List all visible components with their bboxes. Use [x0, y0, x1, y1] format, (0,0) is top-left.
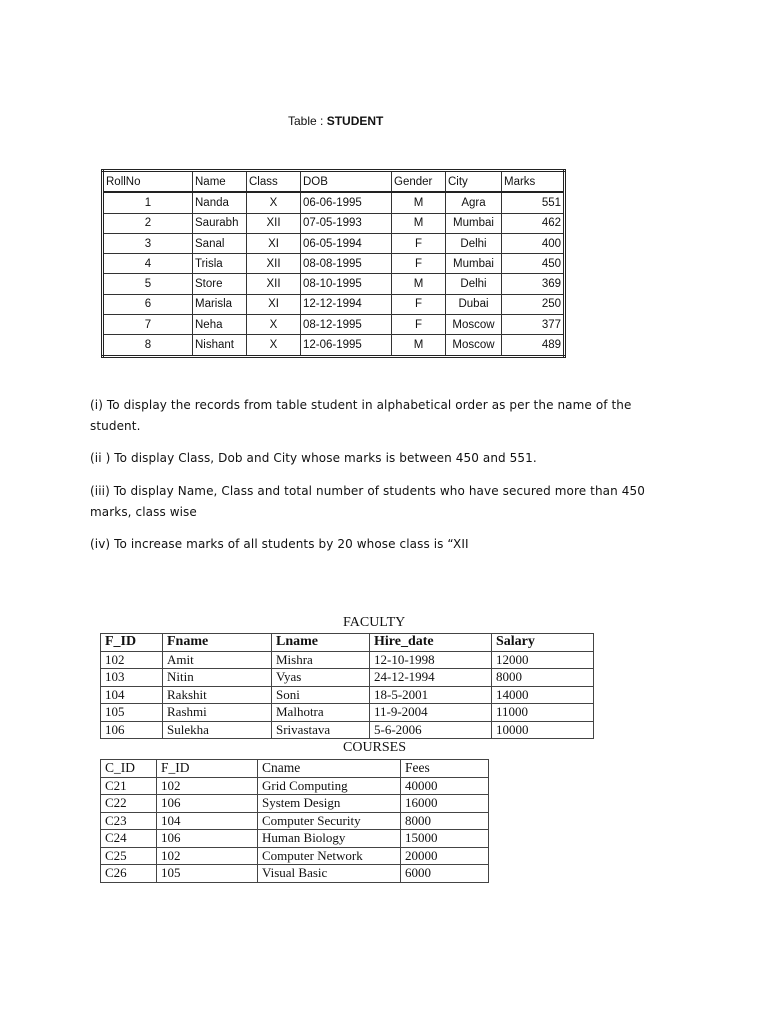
- table-row: [103, 315, 565, 335]
- cid-cell: C21: [101, 777, 157, 795]
- fid-cell: 102: [157, 847, 258, 865]
- salary-cell: 11000: [492, 704, 594, 722]
- class-cell: X: [247, 192, 301, 213]
- class-cell: XII: [247, 213, 301, 233]
- faculty-header-fname: Fname: [163, 634, 272, 652]
- fees-cell: 16000: [401, 795, 489, 813]
- dob-cell: 12-06-1995: [301, 335, 392, 356]
- fid-cell: 106: [101, 721, 163, 739]
- rollno-cell: 2: [103, 213, 193, 233]
- table-row: [101, 686, 594, 704]
- marks-cell: 377: [502, 315, 565, 335]
- name-cell: Store: [193, 274, 247, 294]
- fid-cell: 102: [101, 651, 163, 669]
- courses-header-cname: Cname: [258, 760, 401, 778]
- rollno-cell: 7: [103, 315, 193, 335]
- rollno-cell: 1: [103, 192, 193, 213]
- name-cell: Marisla: [193, 294, 247, 314]
- dob-cell: 12-12-1994: [301, 294, 392, 314]
- fname-cell: Rashmi: [163, 704, 272, 722]
- lname-cell: Vyas: [272, 669, 370, 687]
- student-header-gender: Gender: [392, 171, 446, 193]
- table-row: [101, 830, 489, 848]
- student-header-name: Name: [193, 171, 247, 193]
- gender-cell: M: [392, 192, 446, 213]
- table-row: [103, 233, 565, 253]
- rollno-cell: 3: [103, 233, 193, 253]
- hire-date-cell: 18-5-2001: [370, 686, 492, 704]
- student-header-city: City: [446, 171, 502, 193]
- fid-cell: 104: [101, 686, 163, 704]
- fees-cell: 15000: [401, 830, 489, 848]
- marks-cell: 462: [502, 213, 565, 233]
- table-row: [101, 812, 489, 830]
- fees-cell: 20000: [401, 847, 489, 865]
- cname-cell: Grid Computing: [258, 777, 401, 795]
- cid-cell: C24: [101, 830, 157, 848]
- gender-cell: F: [392, 294, 446, 314]
- name-cell: Saurabh: [193, 213, 247, 233]
- faculty-title: FACULTY: [343, 615, 406, 630]
- city-cell: Agra: [446, 192, 502, 213]
- class-cell: XII: [247, 254, 301, 274]
- lname-cell: Mishra: [272, 651, 370, 669]
- student-title-prefix: Table :: [288, 114, 327, 128]
- courses-title: COURSES: [343, 740, 407, 755]
- city-cell: Moscow: [446, 315, 502, 335]
- fname-cell: Nitin: [163, 669, 272, 687]
- dob-cell: 08-12-1995: [301, 315, 392, 335]
- gender-cell: M: [392, 335, 446, 356]
- name-cell: Trisla: [193, 254, 247, 274]
- marks-cell: 450: [502, 254, 565, 274]
- table-row: [101, 721, 594, 739]
- table-row: [103, 213, 565, 233]
- faculty-header-fid: F_ID: [101, 634, 163, 652]
- fname-cell: Sulekha: [163, 721, 272, 739]
- lname-cell: Malhotra: [272, 704, 370, 722]
- faculty-header-hire-date: Hire_date: [370, 634, 492, 652]
- name-cell: Nishant: [193, 335, 247, 356]
- hire-date-cell: 11-9-2004: [370, 704, 492, 722]
- rollno-cell: 6: [103, 294, 193, 314]
- dob-cell: 06-06-1995: [301, 192, 392, 213]
- fees-cell: 40000: [401, 777, 489, 795]
- gender-cell: F: [392, 233, 446, 253]
- table-row: [103, 294, 565, 314]
- table-row: [101, 669, 594, 687]
- marks-cell: 369: [502, 274, 565, 294]
- rollno-cell: 8: [103, 335, 193, 356]
- table-row: [101, 777, 489, 795]
- student-header-dob: DOB: [301, 171, 392, 193]
- dob-cell: 07-05-1993: [301, 213, 392, 233]
- city-cell: Dubai: [446, 294, 502, 314]
- table-row: [101, 651, 594, 669]
- fid-cell: 102: [157, 777, 258, 795]
- marks-cell: 489: [502, 335, 565, 356]
- question-2: (ii ) To display Class, Dob and City whose marks is between 450 and 551.: [90, 451, 537, 465]
- lname-cell: Srivastava: [272, 721, 370, 739]
- cid-cell: C23: [101, 812, 157, 830]
- cname-cell: System Design: [258, 795, 401, 813]
- city-cell: Mumbai: [446, 254, 502, 274]
- name-cell: Nanda: [193, 192, 247, 213]
- table-row: [103, 335, 565, 356]
- cid-cell: C22: [101, 795, 157, 813]
- name-cell: Neha: [193, 315, 247, 335]
- salary-cell: 8000: [492, 669, 594, 687]
- courses-header-row: [101, 760, 489, 778]
- table-row: [103, 274, 565, 294]
- table-row: [103, 254, 565, 274]
- dob-cell: 06-05-1994: [301, 233, 392, 253]
- salary-cell: 12000: [492, 651, 594, 669]
- rollno-cell: 5: [103, 274, 193, 294]
- cname-cell: Computer Network: [258, 847, 401, 865]
- cid-cell: C25: [101, 847, 157, 865]
- table-row: [101, 704, 594, 722]
- city-cell: Delhi: [446, 274, 502, 294]
- salary-cell: 14000: [492, 686, 594, 704]
- fees-cell: 8000: [401, 812, 489, 830]
- hire-date-cell: 5-6-2006: [370, 721, 492, 739]
- gender-cell: M: [392, 274, 446, 294]
- fid-cell: 105: [157, 865, 258, 883]
- student-header-rollno: RollNo: [103, 171, 193, 193]
- student-table: [101, 169, 566, 358]
- cname-cell: Human Biology: [258, 830, 401, 848]
- student-table-title: [288, 114, 383, 128]
- class-cell: X: [247, 315, 301, 335]
- salary-cell: 10000: [492, 721, 594, 739]
- gender-cell: F: [392, 315, 446, 335]
- rollno-cell: 4: [103, 254, 193, 274]
- class-cell: X: [247, 335, 301, 356]
- courses-header-fid: F_ID: [157, 760, 258, 778]
- table-row: [101, 847, 489, 865]
- dob-cell: 08-10-1995: [301, 274, 392, 294]
- faculty-header-lname: Lname: [272, 634, 370, 652]
- gender-cell: M: [392, 213, 446, 233]
- dob-cell: 08-08-1995: [301, 254, 392, 274]
- lname-cell: Soni: [272, 686, 370, 704]
- gender-cell: F: [392, 254, 446, 274]
- fid-cell: 105: [101, 704, 163, 722]
- fid-cell: 106: [157, 795, 258, 813]
- table-row: [101, 865, 489, 883]
- courses-header-cid: C_ID: [101, 760, 157, 778]
- faculty-table: [100, 633, 594, 739]
- fid-cell: 104: [157, 812, 258, 830]
- hire-date-cell: 12-10-1998: [370, 651, 492, 669]
- fees-cell: 6000: [401, 865, 489, 883]
- fname-cell: Rakshit: [163, 686, 272, 704]
- table-row: [103, 192, 565, 213]
- question-4: (iv) To increase marks of all students by 20 whose class is “XII: [90, 537, 469, 551]
- class-cell: XII: [247, 274, 301, 294]
- cname-cell: Visual Basic: [258, 865, 401, 883]
- marks-cell: 400: [502, 233, 565, 253]
- student-header-class: Class: [247, 171, 301, 193]
- fname-cell: Amit: [163, 651, 272, 669]
- name-cell: Sanal: [193, 233, 247, 253]
- city-cell: Delhi: [446, 233, 502, 253]
- student-header-marks: Marks: [502, 171, 565, 193]
- marks-cell: 551: [502, 192, 565, 213]
- table-row: [101, 795, 489, 813]
- class-cell: XI: [247, 233, 301, 253]
- courses-table: [100, 759, 489, 883]
- fid-cell: 106: [157, 830, 258, 848]
- hire-date-cell: 24-12-1994: [370, 669, 492, 687]
- faculty-header-row: [101, 634, 594, 652]
- cname-cell: Computer Security: [258, 812, 401, 830]
- city-cell: Mumbai: [446, 213, 502, 233]
- fid-cell: 103: [101, 669, 163, 687]
- student-title-name: STUDENT: [326, 114, 384, 128]
- cid-cell: C26: [101, 865, 157, 883]
- question-1: (i) To display the records from table student in alphabetical order as per the name of the student.: [90, 398, 632, 433]
- question-3: (iii) To display Name, Class and total number of students who have secured more than 450 marks, class wise: [90, 484, 645, 519]
- marks-cell: 250: [502, 294, 565, 314]
- courses-header-fees: Fees: [401, 760, 489, 778]
- class-cell: XI: [247, 294, 301, 314]
- faculty-header-salary: Salary: [492, 634, 594, 652]
- city-cell: Moscow: [446, 335, 502, 356]
- student-header-row: [103, 171, 565, 193]
